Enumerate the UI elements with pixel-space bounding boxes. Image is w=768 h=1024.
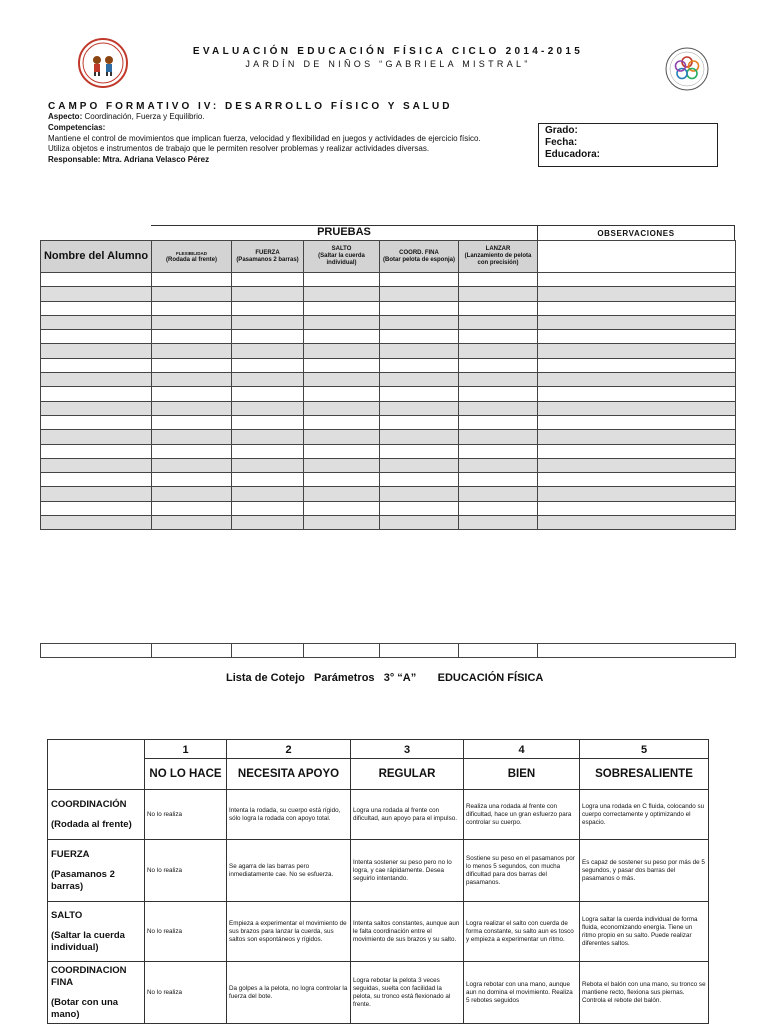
entry-cell[interactable] <box>538 273 736 287</box>
entry-cell[interactable] <box>304 344 380 358</box>
institution-seal <box>664 46 710 92</box>
entry-cell[interactable] <box>304 287 380 301</box>
entry-cell[interactable] <box>152 473 232 487</box>
entry-cell[interactable] <box>380 473 459 487</box>
pruebas-header: PRUEBAS <box>151 225 537 239</box>
entry-cell[interactable] <box>41 387 152 401</box>
table-row <box>41 358 736 372</box>
descriptor-cell: Logra una rodada en C fluida, colocando su cuerpo correctamente y optimizando el espacio. <box>580 790 709 840</box>
entry-cell[interactable] <box>152 330 232 344</box>
entry-cell[interactable] <box>152 344 232 358</box>
entry-cell[interactable] <box>538 330 736 344</box>
school-name: JARDÍN DE NIÑOS “GABRIELA MISTRAL” <box>245 59 531 69</box>
children-logo-icon <box>80 40 126 86</box>
descriptor-cell: No lo realiza <box>145 902 227 962</box>
entry-cell[interactable] <box>41 315 152 329</box>
entry-cell[interactable] <box>41 330 152 344</box>
descriptor-cell: Rebota el balón con una mano, su tronco se mantiene recto, flexiona sus piernas. Controla el rebote del balón. <box>580 962 709 1024</box>
level-4-number: 4 <box>464 740 580 759</box>
entry-cell[interactable] <box>538 315 736 329</box>
entry-cell[interactable] <box>380 458 459 472</box>
flower-seal-icon <box>664 46 710 92</box>
entry-cell[interactable] <box>538 301 736 315</box>
col-flexibilidad-header: FLEXIBILIDAD (Rodada al frente) <box>152 241 232 273</box>
table-row <box>41 430 736 444</box>
table-row <box>41 344 736 358</box>
entry-cell[interactable] <box>232 444 304 458</box>
entry-cell[interactable] <box>538 458 736 472</box>
aspecto-line <box>48 112 205 122</box>
descriptor-cell: Sostiene su peso en el pasamanos por lo menos 5 segundos, con mucha dificultad para dos barras del pasamanos. <box>464 840 580 902</box>
entry-cell[interactable] <box>459 315 538 329</box>
entry-cell[interactable] <box>304 516 380 530</box>
educadora-label: Educadora: <box>545 149 601 160</box>
entry-cell[interactable] <box>459 330 538 344</box>
entry-cell[interactable] <box>152 315 232 329</box>
descriptor-cell: Logra una rodada al frente con dificultad, aun apoyo para el impulso. <box>351 790 464 840</box>
rubric-corner-cell <box>48 740 145 790</box>
entry-cell[interactable] <box>41 487 152 501</box>
competencia-line-1: Mantiene el control de movimientos que implican fuerza, velocidad y flexibilidad en juegos y actividades de ejercicio físico. <box>48 134 481 143</box>
entry-cell[interactable] <box>41 415 152 429</box>
entry-cell[interactable] <box>152 430 232 444</box>
student-rows <box>41 273 736 530</box>
entry-cell[interactable] <box>41 458 152 472</box>
entry-cell[interactable] <box>232 330 304 344</box>
entry-cell[interactable] <box>459 473 538 487</box>
table-row <box>41 444 736 458</box>
aspecto-label: Aspecto: <box>48 112 83 121</box>
col-fuerza-header: FUERZA (Pasamanos 2 barras) <box>232 241 304 273</box>
rubric-row-coordinacion-fina <box>48 962 709 1024</box>
entry-cell[interactable] <box>232 344 304 358</box>
entry-cell[interactable] <box>152 516 232 530</box>
descriptor-cell: Logra realizar el salto con cuerda de forma constante, su salto aun es tosco y empieza a experimentar un ritmo. <box>464 902 580 962</box>
descriptor-cell: Logra rebotar la pelota 3 veces seguidas, suelta con facilidad la pelota, su tronco está flexionado al frente. <box>351 962 464 1024</box>
entry-cell[interactable] <box>232 301 304 315</box>
entry-cell[interactable] <box>538 473 736 487</box>
entry-cell[interactable] <box>304 430 380 444</box>
level-3-label: REGULAR <box>351 759 464 790</box>
table-row <box>41 287 736 301</box>
entry-cell[interactable] <box>459 516 538 530</box>
descriptor-cell: Intenta la rodada, su cuerpo está rígido, sólo logra la rodada con apoyo total. <box>227 790 351 840</box>
entry-cell[interactable] <box>459 458 538 472</box>
entry-cell[interactable] <box>41 373 152 387</box>
descriptor-cell: Se agarra de las barras pero inmediatamente cae. No se esfuerza. <box>227 840 351 902</box>
level-5-number: 5 <box>580 740 709 759</box>
campo-formativo: CAMPO FORMATIVO IV: DESARROLLO FÍSICO Y SALUD <box>48 101 453 112</box>
entry-cell[interactable] <box>41 444 152 458</box>
entry-cell[interactable] <box>380 330 459 344</box>
entry-cell[interactable] <box>380 430 459 444</box>
entry-cell[interactable] <box>459 344 538 358</box>
level-4-label: BIEN <box>464 759 580 790</box>
observaciones-header: OBSERVACIONES <box>537 225 735 241</box>
entry-cell[interactable] <box>41 430 152 444</box>
entry-cell[interactable] <box>304 373 380 387</box>
table-row <box>41 516 736 530</box>
entry-cell[interactable] <box>459 287 538 301</box>
entry-cell[interactable] <box>538 344 736 358</box>
entry-cell[interactable] <box>380 444 459 458</box>
entry-cell[interactable] <box>232 415 304 429</box>
entry-cell[interactable] <box>380 516 459 530</box>
entry-cell[interactable] <box>459 301 538 315</box>
descriptor-cell: No lo realiza <box>145 962 227 1024</box>
descriptor-cell: Empieza a experimentar el movimiento de sus brazos para lanzar la cuerda, sus saltos son espontáneos y rígidos. <box>227 902 351 962</box>
entry-cell[interactable] <box>380 401 459 415</box>
entry-cell[interactable] <box>232 516 304 530</box>
entry-cell[interactable] <box>304 501 380 515</box>
entry-cell[interactable] <box>380 415 459 429</box>
level-2-number: 2 <box>227 740 351 759</box>
descriptor-cell: Logra rebotar con una mano, aunque aun no domina el movimiento. Realiza 5 rebotes seguidos <box>464 962 580 1024</box>
entry-cell[interactable] <box>41 401 152 415</box>
entry-cell[interactable] <box>380 287 459 301</box>
descriptor-cell: No lo realiza <box>145 790 227 840</box>
fecha-label: Fecha: <box>545 137 578 148</box>
extra-blank-row <box>40 643 736 658</box>
aspecto-value: Coordinación, Fuerza y Equilibrio. <box>84 112 205 121</box>
competencias-label: Competencias: <box>48 123 106 132</box>
entry-cell[interactable] <box>152 444 232 458</box>
criterion-cell: COORDINACIÓN (Rodada al frente) <box>48 790 145 840</box>
entry-cell[interactable] <box>41 301 152 315</box>
descriptor-cell: Intenta sostener su peso pero no lo logra, y cae rápidamente. Desea seguirlo intentando. <box>351 840 464 902</box>
rubric-table <box>47 739 709 1024</box>
col-salto-header: SALTO (Saltar la cuerda individual) <box>304 241 380 273</box>
descriptor-cell: Es capaz de sostener su peso por más de 5 segundos, y pasar dos barras del pasamanos o más. <box>580 840 709 902</box>
entry-cell[interactable] <box>152 415 232 429</box>
entry-cell[interactable] <box>152 487 232 501</box>
entry-cell[interactable] <box>538 358 736 372</box>
entry-cell[interactable] <box>232 430 304 444</box>
entry-cell[interactable] <box>538 444 736 458</box>
entry-cell[interactable] <box>538 401 736 415</box>
evaluation-table <box>40 240 736 530</box>
entry-cell[interactable] <box>152 273 232 287</box>
descriptor-cell: Intenta saltos constantes, aunque aun le falta coordinación entre el movimiento de sus brazos y su salto. <box>351 902 464 962</box>
table-row <box>41 401 736 415</box>
entry-cell[interactable] <box>380 487 459 501</box>
table-row <box>41 473 736 487</box>
document-title: EVALUACIÓN EDUCACIÓN FÍSICA CICLO 2014-2015 <box>192 46 584 57</box>
entry-cell[interactable] <box>232 287 304 301</box>
entry-cell[interactable] <box>459 358 538 372</box>
rubric-row-coordinacion <box>48 790 709 840</box>
table-row <box>41 387 736 401</box>
entry-cell[interactable] <box>459 273 538 287</box>
entry-cell[interactable] <box>459 387 538 401</box>
entry-cell[interactable] <box>152 387 232 401</box>
table-row <box>41 315 736 329</box>
table-row <box>41 301 736 315</box>
entry-cell[interactable] <box>232 373 304 387</box>
level-1-label: NO LO HACE <box>145 759 227 790</box>
entry-cell[interactable] <box>232 358 304 372</box>
entry-cell[interactable] <box>304 358 380 372</box>
entry-cell[interactable] <box>459 501 538 515</box>
entry-cell[interactable] <box>232 401 304 415</box>
rubric-row-fuerza <box>48 840 709 902</box>
entry-cell[interactable] <box>380 273 459 287</box>
entry-cell[interactable] <box>459 415 538 429</box>
entry-cell[interactable] <box>459 373 538 387</box>
entry-cell[interactable] <box>459 444 538 458</box>
entry-cell[interactable] <box>538 287 736 301</box>
entry-cell[interactable] <box>152 287 232 301</box>
entry-cell[interactable] <box>380 373 459 387</box>
descriptor-cell: Realiza una rodada al frente con dificultad, hace un gran esfuerzo para controlar su cuerpo. <box>464 790 580 840</box>
table-row <box>41 373 736 387</box>
table-row <box>41 487 736 501</box>
observaciones-column <box>538 241 736 273</box>
entry-cell[interactable] <box>380 501 459 515</box>
entry-cell[interactable] <box>232 501 304 515</box>
grade-info-box <box>538 123 718 167</box>
level-1-number: 1 <box>145 740 227 759</box>
entry-cell[interactable] <box>380 301 459 315</box>
col-lanzar-header: LANZAR (Lanzamiento de pelota con precisión) <box>459 241 538 273</box>
entry-cell[interactable] <box>304 473 380 487</box>
rubric-row-salto <box>48 902 709 962</box>
criterion-cell: COORDINACION FINA (Botar con una mano) <box>48 962 145 1024</box>
entry-cell[interactable] <box>304 387 380 401</box>
entry-cell[interactable] <box>304 315 380 329</box>
table-row <box>41 458 736 472</box>
entry-cell[interactable] <box>41 473 152 487</box>
entry-cell[interactable] <box>304 330 380 344</box>
entry-cell[interactable] <box>304 401 380 415</box>
entry-cell[interactable] <box>304 301 380 315</box>
table-row <box>41 415 736 429</box>
responsable: Responsable: Mtra. Adriana Velasco Pérez <box>48 155 210 164</box>
criterion-cell: FUERZA (Pasamanos 2 barras) <box>48 840 145 902</box>
entry-cell[interactable] <box>304 444 380 458</box>
grado-label: Grado: <box>545 125 578 136</box>
level-3-number: 3 <box>351 740 464 759</box>
name-column-header: Nombre del Alumno <box>41 241 152 273</box>
entry-cell[interactable] <box>380 387 459 401</box>
entry-cell[interactable] <box>459 487 538 501</box>
col-coord-fina-header: COORD. FINA (Botar pelota de esponja) <box>380 241 459 273</box>
entry-cell[interactable] <box>304 415 380 429</box>
entry-cell[interactable] <box>538 387 736 401</box>
entry-cell[interactable] <box>304 458 380 472</box>
competencia-line-2: Utiliza objetos e instrumentos de trabajo que le permiten resolver problemas y realizar actividades diversas. <box>48 144 430 153</box>
entry-cell[interactable] <box>232 473 304 487</box>
entry-cell[interactable] <box>538 501 736 515</box>
entry-cell[interactable] <box>41 358 152 372</box>
criterion-cell: SALTO (Saltar la cuerda individual) <box>48 902 145 962</box>
entry-cell[interactable] <box>232 387 304 401</box>
descriptor-cell: No lo realiza <box>145 840 227 902</box>
level-5-label: SOBRESALIENTE <box>580 759 709 790</box>
table-row <box>41 330 736 344</box>
level-2-label: NECESITA APOYO <box>227 759 351 790</box>
table-row <box>41 273 736 287</box>
descriptor-cell: Logra saltar la cuerda individual de forma fluida, economizando energía. Tiene un ritmo propio en su salto. Puede realizar diferentes saltos. <box>580 902 709 962</box>
table-row <box>41 501 736 515</box>
entry-cell[interactable] <box>459 401 538 415</box>
entry-cell[interactable] <box>41 273 152 287</box>
entry-cell[interactable] <box>538 516 736 530</box>
entry-cell[interactable] <box>459 430 538 444</box>
entry-cell[interactable] <box>152 458 232 472</box>
entry-cell[interactable] <box>232 273 304 287</box>
school-logo-left <box>78 38 128 88</box>
entry-cell[interactable] <box>41 287 152 301</box>
entry-cell[interactable] <box>538 487 736 501</box>
entry-cell[interactable] <box>152 358 232 372</box>
entry-cell[interactable] <box>152 501 232 515</box>
entry-cell[interactable] <box>41 501 152 515</box>
entry-cell[interactable] <box>380 358 459 372</box>
entry-cell[interactable] <box>41 516 152 530</box>
entry-cell[interactable] <box>152 401 232 415</box>
entry-cell[interactable] <box>152 301 232 315</box>
entry-cell[interactable] <box>152 373 232 387</box>
entry-cell[interactable] <box>380 315 459 329</box>
entry-cell[interactable] <box>380 344 459 358</box>
entry-cell[interactable] <box>304 273 380 287</box>
entry-cell[interactable] <box>232 487 304 501</box>
entry-cell[interactable] <box>232 458 304 472</box>
entry-cell[interactable] <box>538 430 736 444</box>
entry-cell[interactable] <box>538 415 736 429</box>
entry-cell[interactable] <box>304 487 380 501</box>
entry-cell[interactable] <box>232 315 304 329</box>
descriptor-cell: Da golpes a la pelota, no logra controlar la fuerza del bote. <box>227 962 351 1024</box>
lista-de-cotejo-title: Lista de Cotejo Parámetros 3° “A” EDUCACIÓN FÍSICA <box>226 672 544 684</box>
entry-cell[interactable] <box>538 373 736 387</box>
entry-cell[interactable] <box>41 344 152 358</box>
